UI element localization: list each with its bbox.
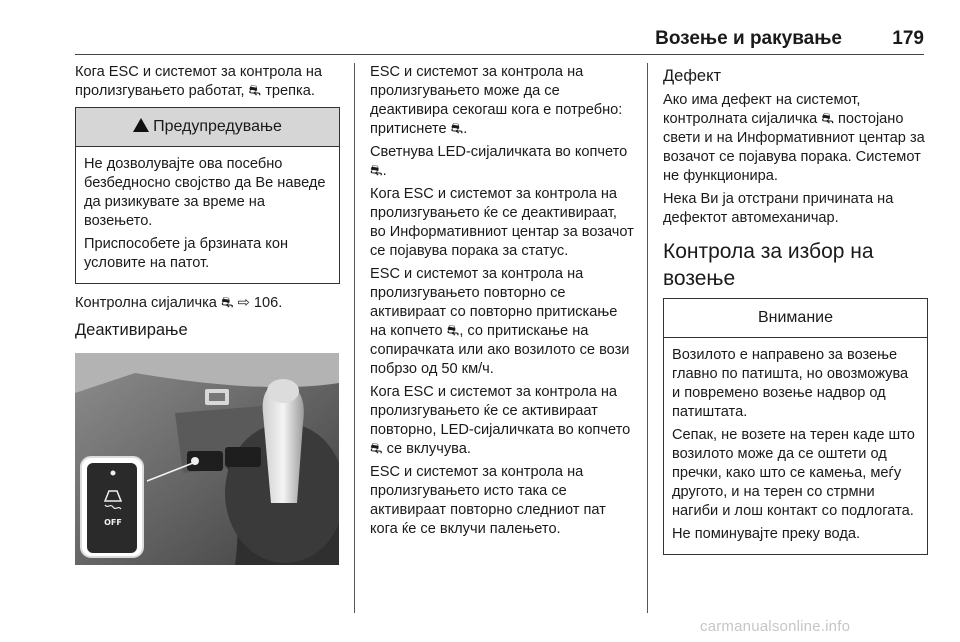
paragraph: ESC и системот за контрола на пролизгувањето повторно се активираат со повторно притискање на копчето ⛐, со притискање на сопирачката или ако возилото се вози побрзо од 50 км/ч. (370, 266, 630, 377)
console-illustration (75, 353, 339, 565)
control-lamp-reference: Контролна сијаличка ⛐ ⇨ 106. (75, 295, 283, 311)
paragraph: Кога ESC и системот за контрола на пролизгувањето ќе се деактивираат, во Информативниот центар за возачот се појавува порака за статус. (370, 186, 634, 259)
column-middle (370, 63, 635, 543)
paragraph: Светнува LED-сијаличката во копчето ⛐. (370, 144, 628, 179)
watermark: carmanualsonline.info (700, 618, 851, 635)
paragraph: Кога ESC и системот за контрола на пролизгувањето ќе се активираат повторно, LED-сијаличката во копчето ⛐ се вклучува. (370, 384, 631, 457)
notice-title: Внимание (757, 309, 833, 326)
fault-heading: Дефект (663, 67, 722, 85)
notice-paragraph: Сепак, не возете на терен каде што возилото може да се оштети од пречки, како што се камења, меѓу другото, и на терен со стрмни нагиби и лош контакт со подлогата. (672, 427, 915, 519)
notice-box (663, 298, 928, 555)
column-divider (354, 63, 355, 613)
warning-box (75, 107, 340, 284)
warning-body (76, 147, 339, 283)
notice-header (664, 299, 927, 338)
paragraph: ESC и системот за контрола на пролизгувањето може да се деактивира секогаш кога е потребно: притиснете ⛐. (370, 64, 623, 137)
warning-title: Предупредување (153, 118, 282, 135)
notice-paragraph: Не поминувајте преку вода. (672, 526, 861, 542)
warning-paragraph: Не дозволувајте ова посебно безбедносно својство да Ве наведе да ризикувате за време на возењето. (84, 156, 326, 229)
warning-paragraph: Приспособете ја брзината кон условите на патот. (84, 236, 289, 271)
paragraph: Ако има дефект на системот, контролната сијаличка ⛐ постојано свети и на Информативниот центар за возачот се појавува порака. Системот не функционира. (663, 92, 925, 184)
page-number: 179 (892, 28, 924, 49)
paragraph: ESC и системот за контрола на пролизгувањето исто така се активираат повторно следниот пат кога ќе се вклучи палењето. (370, 464, 606, 537)
notice-paragraph: Возилото е направено за возење главно по патишта, но овозможува и повремено возење надвор од патиштата. (672, 347, 909, 420)
column-right (663, 63, 928, 565)
page-header (75, 26, 924, 55)
column-divider (647, 63, 648, 613)
paragraph: Нека Ви ја отстрани причината на дефектот автомеханичар. (663, 191, 894, 226)
warning-header (76, 108, 339, 147)
intro-paragraph: Кога ESC и системот за контрола на пролизгувањето работат, ⛐ трепка. (75, 64, 323, 99)
off-button-label: OFF (104, 518, 122, 527)
esc-button-photo (75, 353, 339, 565)
section-heading: Деактивирање (75, 321, 188, 339)
chapter-title: Возење и ракување (655, 28, 842, 49)
notice-body (664, 338, 927, 554)
column-left (75, 63, 340, 565)
section-heading: Контрола за избор на возење (663, 240, 874, 290)
warning-triangle-icon (133, 118, 149, 132)
